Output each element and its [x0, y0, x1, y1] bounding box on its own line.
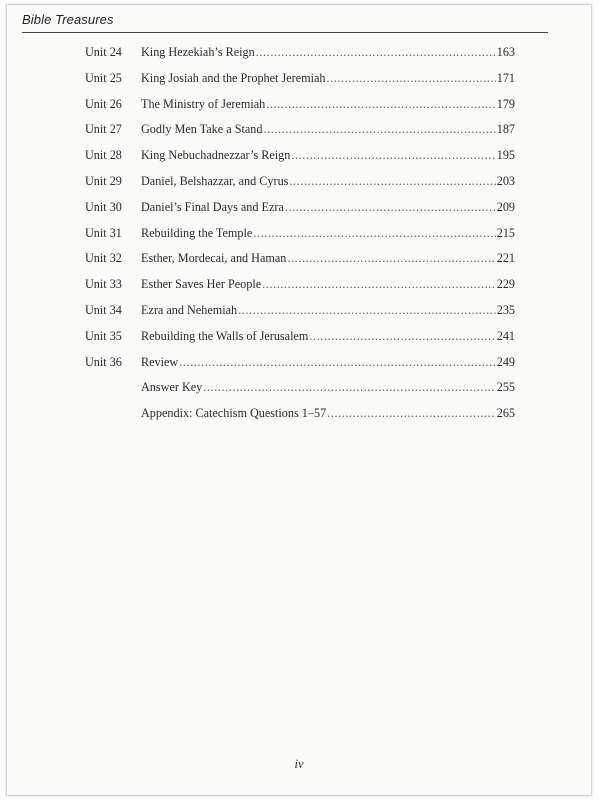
toc-page-number: 171 — [496, 70, 515, 85]
page-number-footer: iv — [294, 757, 304, 771]
toc-entry-title: Esther, Mordecai, and Haman — [141, 251, 287, 266]
toc-page-number: 195 — [496, 148, 515, 163]
toc-entry-title: Daniel, Belshazzar, and Cyrus — [141, 173, 289, 188]
toc-row — [85, 249, 515, 275]
dot-leader — [179, 353, 495, 371]
dot-leader — [309, 327, 495, 345]
toc-entry-title: Rebuilding the Temple — [141, 225, 253, 240]
toc-page-number: 229 — [496, 277, 515, 292]
toc-entry-title: Rebuilding the Walls of Jerusalem — [141, 328, 309, 343]
toc-row — [85, 275, 515, 301]
dot-leader — [263, 120, 495, 138]
toc-unit-label: Unit 26 — [85, 96, 122, 111]
toc-row — [85, 120, 515, 146]
toc-unit-label: Unit 25 — [85, 70, 122, 85]
toc-entry-title: Godly Men Take a Stand — [141, 122, 263, 137]
toc-entry-title: Ezra and Nehemiah — [141, 302, 238, 317]
toc-entry-title: King Josiah and the Prophet Jeremiah — [141, 70, 326, 85]
dot-leader — [285, 198, 496, 216]
toc-row — [85, 327, 515, 353]
toc-page-number: 249 — [496, 354, 515, 369]
toc-page-number: 209 — [496, 199, 515, 214]
toc-page-number: 187 — [496, 122, 515, 137]
toc-page-number: 255 — [496, 380, 515, 395]
toc-entry-title: Esther Saves Her People — [141, 277, 262, 292]
toc-page-number: 235 — [496, 302, 515, 317]
dot-leader — [203, 378, 495, 396]
toc-page-number: 179 — [496, 96, 515, 111]
toc-page-number: 203 — [496, 173, 515, 188]
toc-entry-title: Answer Key — [141, 380, 203, 395]
toc-row — [85, 95, 515, 121]
dot-leader — [262, 275, 496, 293]
toc-unit-label: Unit 24 — [85, 45, 122, 59]
toc-entry-title: Daniel’s Final Days and Ezra — [141, 199, 284, 214]
toc-unit-label: Unit 28 — [85, 148, 122, 163]
dot-leader — [289, 172, 495, 190]
toc-row — [85, 146, 515, 172]
dot-leader — [326, 69, 495, 87]
running-header-title: Bible Treasures — [22, 12, 114, 27]
toc-unit-label: Unit 31 — [85, 225, 122, 240]
dot-leader — [287, 249, 495, 267]
toc-entry-title: Appendix: Catechism Questions 1–57 — [141, 406, 327, 421]
toc-unit-label: Unit 36 — [85, 354, 122, 369]
toc-row — [85, 301, 515, 327]
toc-unit-label: Unit 32 — [85, 251, 122, 266]
dot-leader — [253, 224, 495, 242]
document-page — [6, 4, 592, 796]
table-of-contents — [85, 43, 515, 430]
toc-page-number: 215 — [496, 225, 515, 240]
toc-entry-title: The Ministry of Jeremiah — [141, 96, 266, 111]
toc-page-number: 265 — [496, 406, 515, 421]
toc-unit-label: Unit 27 — [85, 122, 122, 137]
dot-leader — [238, 301, 496, 319]
dot-leader — [291, 146, 495, 164]
header-rule — [22, 32, 548, 33]
toc-row — [85, 224, 515, 250]
toc-entry-title: Review — [141, 354, 179, 369]
toc-entry-title: King Hezekiah’s Reign — [141, 45, 255, 59]
toc-row — [85, 198, 515, 224]
toc-page-number: 241 — [496, 328, 515, 343]
toc-row — [85, 69, 515, 95]
toc-unit-label: Unit 34 — [85, 302, 122, 317]
toc-row — [85, 43, 515, 69]
toc-unit-label: Unit 30 — [85, 199, 122, 214]
toc-row — [85, 353, 515, 379]
toc-page-number: 221 — [496, 251, 515, 266]
toc-entry-title: King Nebuchadnezzar’s Reign — [141, 148, 291, 163]
toc-page-number: 163 — [496, 45, 515, 59]
dot-leader — [327, 404, 496, 422]
toc-row — [85, 404, 515, 430]
dot-leader — [256, 43, 496, 61]
toc-unit-label: Unit 29 — [85, 173, 122, 188]
toc-unit-label: Unit 35 — [85, 328, 122, 343]
toc-row — [85, 172, 515, 198]
toc-row — [85, 378, 515, 404]
dot-leader — [266, 95, 496, 113]
toc-unit-label: Unit 33 — [85, 277, 122, 292]
